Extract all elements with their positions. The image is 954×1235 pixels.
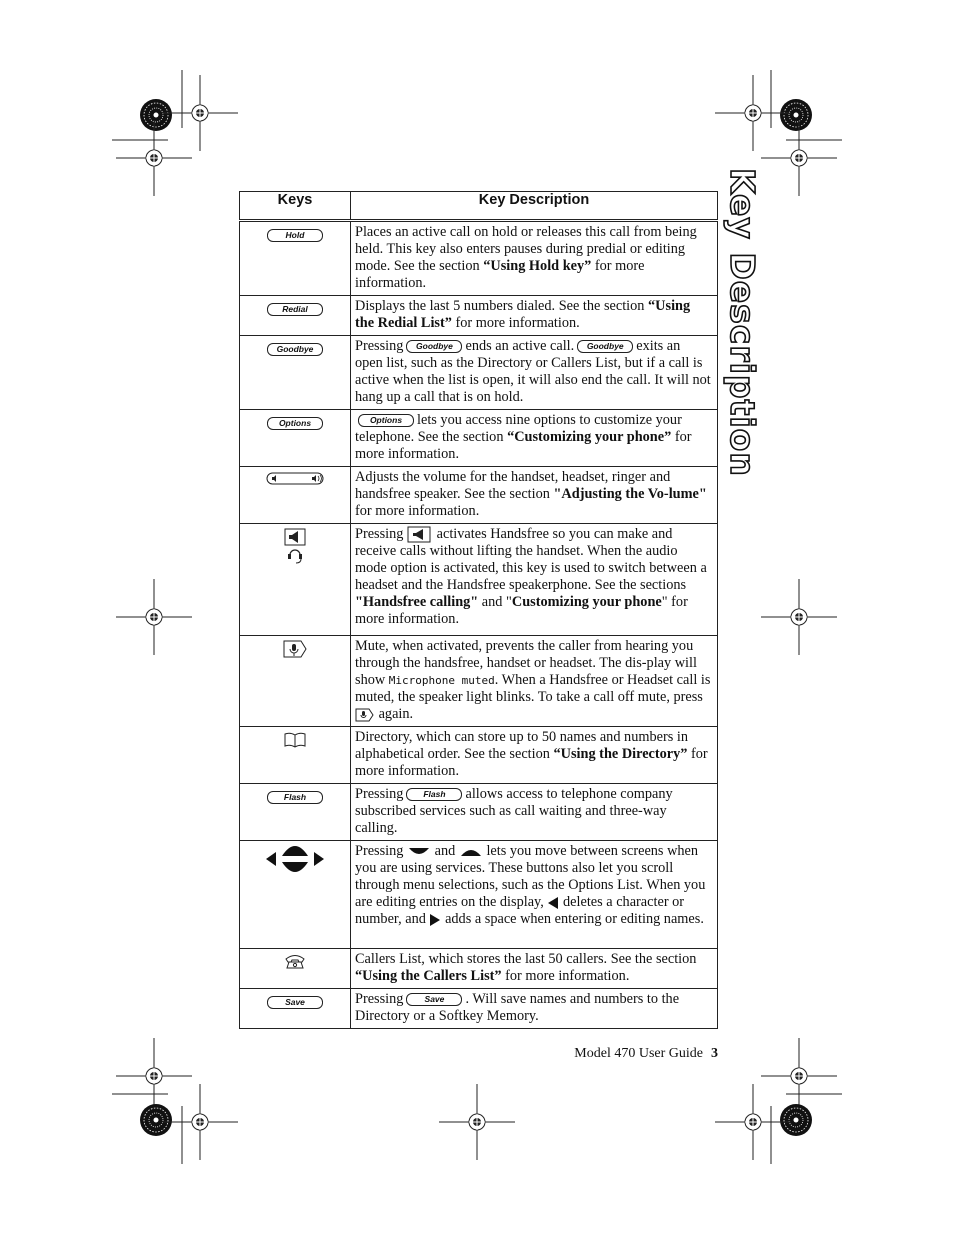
goodbye-key: Goodbye [267, 343, 323, 356]
arrows-icon [264, 843, 326, 875]
mute-icon [355, 708, 375, 722]
flash-key: Flash [267, 791, 323, 804]
table-row [240, 636, 718, 727]
goodbye-key-inline: Goodbye [406, 340, 462, 353]
description-navigation: Pressing and lets you move between screens when you are using services. These buttons also let you scroll through menu selections, such as the Options List. When you are editing entries on the display, deletes a character or number, and adds a space when entering or editing names. [351, 841, 718, 949]
description-callers: Callers List, which stores the last 50 callers. See the section “Using the Callers List” for more information. [351, 949, 718, 989]
up-arrow-icon [459, 846, 483, 858]
table-row [240, 336, 718, 410]
mute-icon [282, 640, 308, 658]
table-row [240, 296, 718, 336]
description-flash: Pressing Flash allows access to telephone company subscribed services such as call waiting and three-way calling. [351, 784, 718, 841]
left-arrow-icon [547, 897, 559, 909]
table-row [240, 727, 718, 784]
table-row [240, 221, 718, 296]
description-redial: Displays the last 5 numbers dialed. See the section “Using the Redial List” for more information. [351, 296, 718, 336]
description-volume: Adjusts the volume for the handset, headset, ringer and handsfree speaker. See the section "Adjusting the Vo-lume" for more information. [351, 467, 718, 524]
save-key-inline: Save [406, 993, 462, 1006]
key-description-table [239, 191, 718, 1029]
description-handsfree: Pressing activates Handsfree so you can make and receive calls without lifting the handset. When the audio mode option is activated, this key is used to switch between a headset and the Handsfree speakerphone. See the sections "Handsfree calling" and "Customizing your phone" for more information. [351, 524, 718, 636]
description-hold: Places an active call on hold or releases this call from being held. This key also enters pauses during predial or editing mode. See the section “Using Hold key” for more information. [351, 221, 718, 296]
description-goodbye: Pressing Goodbye ends an active call. Goodbye exits an open list, such as the Directory or Callers List, but if a call is active when the list is open, it will also end the call. It will not hang up a call that is on hold. [351, 336, 718, 410]
speaker-icon [407, 526, 433, 543]
guide-title: Model 470 User Guide [574, 1046, 703, 1061]
description-options: Options lets you access nine options to customize your telephone. See the section “Customizing your phone” for more information. [351, 410, 718, 467]
header-key-description: Key Description [351, 192, 718, 221]
display-text-muted: Microphone muted [388, 674, 495, 687]
page-footer [574, 1046, 718, 1062]
table-row [240, 841, 718, 949]
table-row [240, 467, 718, 524]
table-row [240, 949, 718, 989]
options-key: Options [267, 417, 323, 430]
speaker-icon [280, 528, 310, 568]
book-icon [283, 731, 307, 749]
table-row [240, 524, 718, 636]
table-row [240, 989, 718, 1029]
flash-key-inline: Flash [406, 788, 462, 801]
description-mute: Mute, when activated, prevents the caller from hearing you through the handsfree, handset or headset. The dis-play will show Microphone muted. When a Handsfree or Headset call is muted, the speaker light blinks. To take a call off mute, press again. [351, 636, 718, 727]
header-keys: Keys [240, 192, 351, 221]
down-arrow-icon [407, 846, 431, 858]
page-number: 3 [711, 1046, 718, 1061]
save-key: Save [267, 996, 323, 1009]
hold-key: Hold [267, 229, 323, 242]
options-key-inline: Options [358, 414, 414, 427]
description-directory: Directory, which can store up to 50 names and numbers in alphabetical order. See the section “Using the Directory” for more information. [351, 727, 718, 784]
description-save: Pressing Save . Will save names and numbers to the Directory or a Softkey Memory. [351, 989, 718, 1029]
table-row [240, 784, 718, 841]
side-title: Key Description [723, 168, 762, 477]
redial-key: Redial [267, 303, 323, 316]
volume-icon [240, 467, 351, 524]
table-row [240, 410, 718, 467]
goodbye-key-inline: Goodbye [577, 340, 633, 353]
phone-icon [283, 953, 307, 969]
right-arrow-icon [429, 914, 441, 926]
